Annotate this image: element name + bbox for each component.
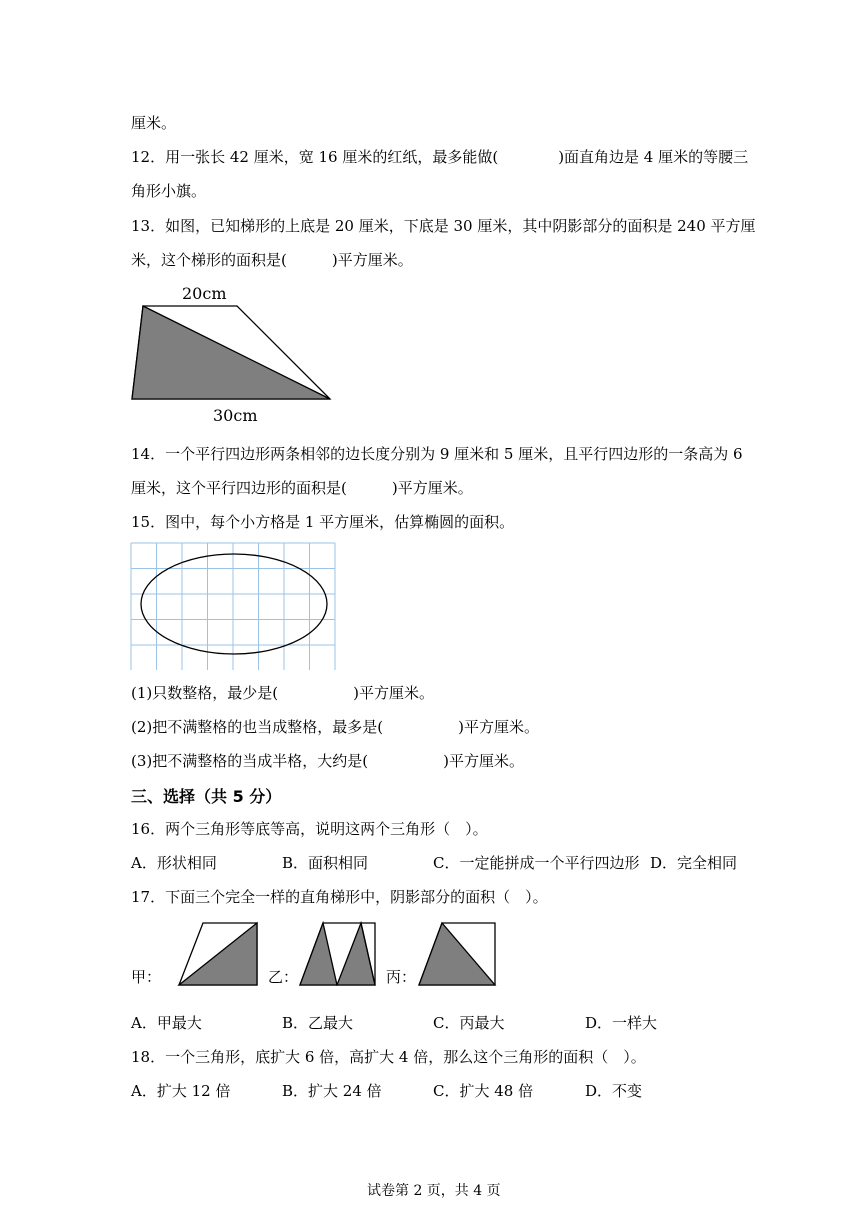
square-grid — [131, 543, 335, 670]
trapezoid-yi — [297, 920, 379, 988]
q18-option-c: C．扩大 48 倍 — [433, 1082, 534, 1100]
q16-option-c: C．一定能拼成一个平行四边形 — [433, 854, 640, 872]
question-14-line1: 14．一个平行四边形两条相邻的边长度分别为 9 厘米和 5 厘米，且平行四边形的一条高为 6 — [131, 445, 743, 463]
question-14-line2: 厘米，这个平行四边形的面积是( )平方厘米。 — [131, 479, 473, 497]
question-15-part1: (1)只数整格，最少是( )平方厘米。 — [131, 684, 434, 702]
label-jia: 甲： — [131, 968, 162, 986]
trapezoid-figure — [125, 280, 340, 428]
question-12-line1: 12．用一张长 42 厘米，宽 16 厘米的红纸，最多能做( )面直角边是 4 厘米的等腰三 — [131, 148, 749, 166]
question-13-line2: 米，这个梯形的面积是( )平方厘米。 — [131, 251, 413, 269]
q17-option-a: A．甲最大 — [131, 1014, 202, 1032]
trapezoid-bing — [416, 920, 498, 988]
q17-option-b: B．乙最大 — [282, 1014, 354, 1032]
q17-option-d: D．一样大 — [585, 1014, 658, 1032]
q18-option-d: D．不变 — [585, 1082, 643, 1100]
trapezoid-jia — [176, 920, 260, 988]
question-18: 18．一个三角形，底扩大 6 倍，高扩大 4 倍，那么这个三角形的面积（ ）。 — [131, 1048, 646, 1066]
question-15-part3: (3)把不满整格的当成半格，大约是( )平方厘米。 — [131, 752, 524, 770]
label-bing: 丙： — [386, 968, 417, 986]
question-15: 15．图中，每个小方格是 1 平方厘米，估算椭圆的面积。 — [131, 513, 515, 531]
q16-option-a: A．形状相同 — [131, 854, 217, 872]
q17-option-c: C．丙最大 — [433, 1014, 505, 1032]
grid-ellipse-figure — [130, 542, 338, 670]
section-heading: 三、选择（共 5 分） — [131, 787, 282, 806]
question-15-part2: (2)把不满整格的也当成整格，最多是( )平方厘米。 — [131, 718, 539, 736]
q16-option-b: B．面积相同 — [282, 854, 369, 872]
q18-option-a: A．扩大 12 倍 — [131, 1082, 231, 1100]
question-17: 17．下面三个完全一样的直角梯形中，阴影部分的面积（ ）。 — [131, 888, 548, 906]
label-yi: 乙： — [268, 968, 299, 986]
q18-option-b: B．扩大 24 倍 — [282, 1082, 382, 1100]
question-12-line2: 角形小旗。 — [131, 182, 207, 200]
question-16: 16．两个三角形等底等高，说明这两个三角形（ ）。 — [131, 820, 488, 838]
bottom-base-label: 30cm — [213, 406, 258, 425]
question-13-line1: 13．如图，已知梯形的上底是 20 厘米，下底是 30 厘米，其中阴影部分的面积是 240 平方厘 — [131, 217, 756, 235]
top-base-label: 20cm — [182, 284, 227, 303]
page-footer: 试卷第 2 页，共 4 页 — [367, 1183, 501, 1199]
text-line: 厘米。 — [131, 114, 177, 132]
q16-option-d: D．完全相同 — [650, 854, 738, 872]
